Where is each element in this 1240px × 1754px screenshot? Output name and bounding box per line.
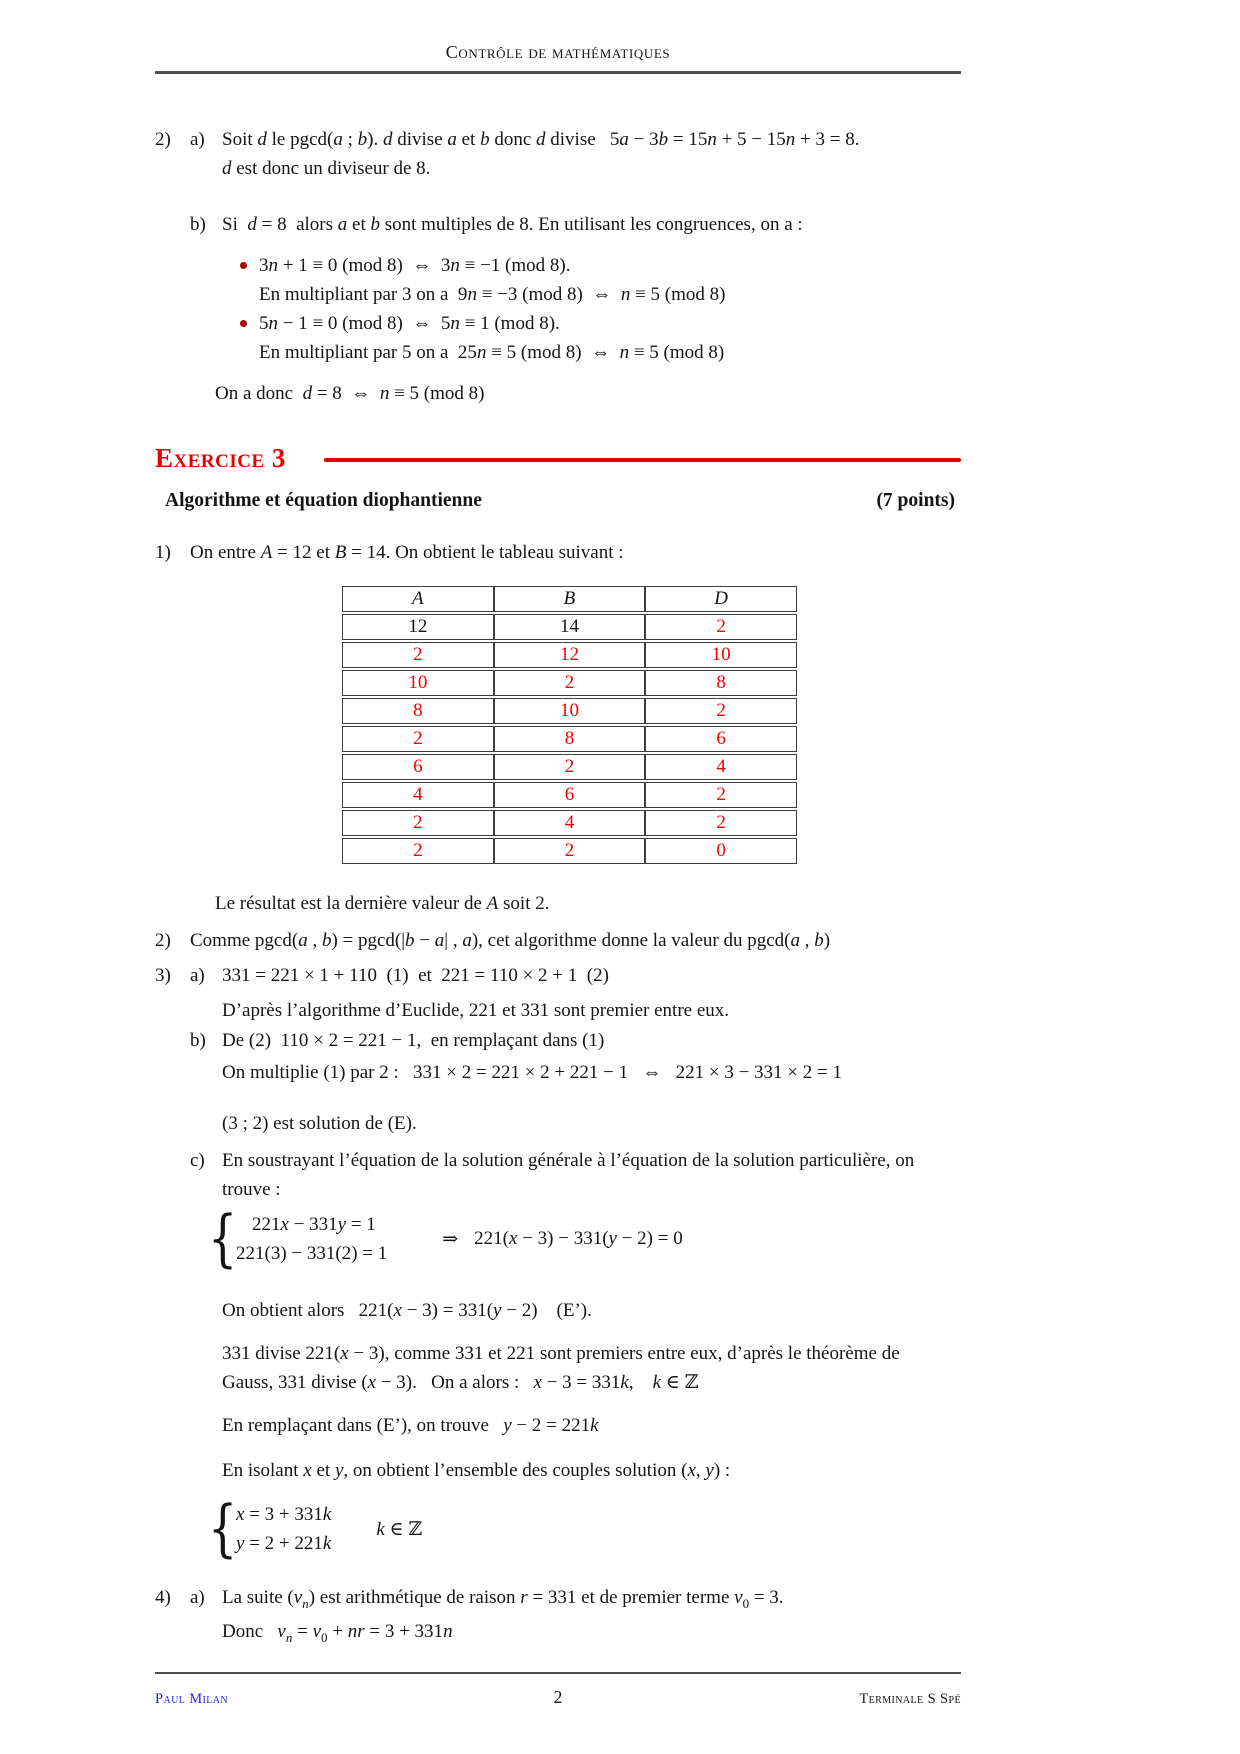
equation-system-2 [210, 1500, 422, 1558]
table-cell: 4 [494, 810, 646, 836]
item-number: 4) [155, 1587, 171, 1608]
table-cell: 2 [342, 726, 494, 752]
line-text: On obtient alors 221(x − 3) = 331(y − 2) (E’). [222, 1300, 592, 1321]
euclid-algorithm-table [342, 584, 797, 866]
header-rule [155, 71, 961, 74]
line-2b [155, 210, 1005, 239]
table-cell: 6 [342, 754, 494, 780]
line-text: De (2) 110 × 2 = 221 − 1, en remplaçant dans (1) [222, 1030, 605, 1051]
item-letter: a) [190, 1587, 205, 1608]
table-cell: 10 [342, 670, 494, 696]
system-brace-block [210, 1210, 387, 1268]
table-cell: 8 [494, 726, 646, 752]
bullet-icon [240, 262, 247, 269]
table-header-row [342, 586, 797, 612]
table-cell: 2 [494, 670, 646, 696]
column-header-b: B [494, 586, 646, 612]
item-number: 1) [155, 542, 171, 563]
exercise-heading-rule [324, 458, 961, 462]
table-result-note [155, 889, 1005, 918]
line-text: En multipliant par 3 on a 9n ≡ −3 (mod 8) ⇔ n ≡ 5 (mod 8) [259, 284, 726, 305]
footer-level: Terminale S Spé [859, 1691, 961, 1707]
line-text: Si d = 8 alors a et b sont multiples de 8. En utilisant les congruences, on a : [222, 214, 803, 235]
table-row [342, 838, 797, 864]
implies-arrow: ⇒ [442, 1228, 459, 1250]
bullet-item-continuation [155, 338, 1005, 367]
line-text: La suite $(v_n)$ est arithmétique de raison r = 331 et de premier terme $v_0 = 3$. [222, 1587, 784, 1611]
line-2a [155, 125, 1005, 154]
table-cell: 4 [645, 754, 797, 780]
table-cell: 0 [645, 838, 797, 864]
item-letter: b) [190, 214, 206, 235]
exercise-heading-text: Exercice 3 [155, 442, 286, 473]
table-cell: 2 [494, 754, 646, 780]
line-text: 331 = 221 × 1 + 110 (1) et 221 = 110 × 2 + 1 (2) [222, 965, 609, 986]
system-equation-top: { x = 3 + 331k [236, 1504, 332, 1525]
line-isolate [155, 1456, 1005, 1485]
item-number: 2) [155, 930, 171, 951]
line-item-3a [155, 961, 1005, 990]
page-footer [155, 1686, 961, 1710]
system-equation-top: { 221x − 331y = 1 [252, 1214, 376, 1235]
table-cell: 2 [645, 782, 797, 808]
table-cell: 10 [494, 698, 646, 724]
table-row [342, 642, 797, 668]
document-title: Contrôle de mathématiques [445, 42, 671, 62]
line-item-1 [155, 538, 1005, 567]
line-text: (3 ; 2) est solution de (E). [222, 1113, 417, 1134]
line-text: 5n − 1 ≡ 0 (mod 8) ⇔ 5n ≡ 1 (mod 8). [259, 313, 560, 334]
line-text: On entre A = 12 et B = 14. On obtient le tableau suivant : [190, 542, 624, 563]
line-item-4a [155, 1583, 1005, 1612]
table-cell: 6 [494, 782, 646, 808]
bullet-item [155, 251, 1005, 280]
line-text: trouve : [222, 1179, 281, 1200]
item-1 [155, 538, 1005, 567]
exercise-subtitle-row [165, 487, 955, 515]
line-2a-continuation [155, 154, 1005, 183]
line-item-3b-continuation [155, 1058, 1005, 1087]
system-equation-bottom: y = 2 + 221k [236, 1533, 332, 1554]
line-item-3c-continuation [155, 1175, 1005, 1204]
line-text: D’après l’algorithme d’Euclide, 221 et 331 sont premier entre eux. [222, 1000, 730, 1021]
table-cell: 10 [645, 642, 797, 668]
item-letter: a) [190, 129, 205, 150]
bullet-item [155, 309, 1005, 338]
item-letter: b) [190, 1030, 206, 1051]
table-cell: 8 [342, 698, 494, 724]
table-cell: 2 [494, 838, 646, 864]
item-letter: c) [190, 1150, 205, 1171]
column-header-d: D [645, 586, 797, 612]
table-row [342, 698, 797, 724]
table-cell: 4 [342, 782, 494, 808]
line-text: Le résultat est la dernière valeur de A soit 2. [215, 893, 550, 914]
table-cell: 6 [645, 726, 797, 752]
line-text: En multipliant par 5 on a 25n ≡ 5 (mod 8) ⇔ n ≡ 5 (mod 8) [259, 342, 725, 363]
item-letter: a) [190, 965, 205, 986]
items-2-3 [155, 889, 1005, 1204]
line-text: En isolant x et y, on obtient l’ensemble des couples solution (x, y) : [222, 1460, 731, 1481]
table-cell: 2 [342, 642, 494, 668]
table-row [342, 726, 797, 752]
table-cell: 2 [342, 810, 494, 836]
system-domain: k ∈ ℤ [376, 1518, 423, 1540]
line-item-3c [155, 1146, 1005, 1175]
line-text: Gauss, 331 divise (x − 3). On a alors : x − 3 = 331k, k ∈ ℤ [222, 1372, 699, 1393]
line-text: Comme pgcd(a , b) = pgcd(|b − a| , a), cet algorithme donne la valeur du pgcd(a , b) [190, 930, 831, 951]
table-cell: 12 [494, 642, 646, 668]
table-row [342, 614, 797, 640]
line-text: 331 divise 221(x − 3), comme 331 et 221 sont premiers entre eux, d’après le théorème de [222, 1343, 900, 1364]
table-row [342, 782, 797, 808]
line-text: Donc $v_n = v_0$ + nr = 3 + 331n [222, 1621, 453, 1645]
footer-rule [155, 1672, 961, 1674]
line-item-4a-continuation [155, 1617, 1005, 1646]
table-row [342, 754, 797, 780]
table-cell: 2 [342, 838, 494, 864]
footer-author: Paul Milan [155, 1691, 229, 1707]
system-equation-bottom: 221(3) − 331(2) = 1 [236, 1243, 388, 1264]
system-implication: ⇒ 221(x − 3) − 331(y − 2) = 0 [442, 1228, 683, 1250]
footer-page-number: 2 [553, 1687, 563, 1707]
line-gauss-2 [155, 1368, 1005, 1397]
bullet-icon [240, 320, 247, 327]
line-solution-particular [155, 1109, 1005, 1138]
table-cell: 12 [342, 614, 494, 640]
gauss-block [155, 1296, 1005, 1485]
column-header-a: A [342, 586, 494, 612]
item-number: 2) [155, 129, 171, 150]
exercise-subtitle: Algorithme et équation diophantienne [165, 490, 482, 511]
line-text: On multiplie (1) par 2 : 331 × 2 = 221 × 2 + 221 − 1 ⇔ 221 × 3 − 331 × 2 = 1 [222, 1062, 842, 1083]
line-text: d est donc un diviseur de 8. [222, 158, 431, 179]
exercise-points: (7 points) [876, 490, 955, 511]
line-text: En soustrayant l’équation de la solution générale à l’équation de la solution particulière, on [222, 1150, 915, 1171]
table-cell: 8 [645, 670, 797, 696]
line-text: Soit d le pgcd(a ; b). d divise a et b donc d divise 5a − 3b = 15n + 5 − 15n + 3 = 8. [222, 129, 860, 150]
table-cell: 2 [645, 810, 797, 836]
table-row [342, 670, 797, 696]
item-4 [155, 1583, 1005, 1646]
table-cell: 14 [494, 614, 646, 640]
line-item-2 [155, 926, 1005, 955]
section-2 [155, 125, 1005, 408]
system-brace-block [210, 1500, 331, 1558]
line-replace [155, 1411, 1005, 1440]
line-obtain [155, 1296, 1005, 1325]
table-row [342, 810, 797, 836]
line-item-3b [155, 1026, 1005, 1055]
line-text: On a donc d = 8 ⇔ n ≡ 5 (mod 8) [215, 383, 485, 404]
equation-system-1 [210, 1210, 683, 1268]
table-cell: 2 [645, 614, 797, 640]
line-text: En remplaçant dans (E’), on trouve y − 2 = 221k [222, 1415, 599, 1436]
line-gauss-1 [155, 1339, 1005, 1368]
item-number: 3) [155, 965, 171, 986]
line-item-3a-continuation [155, 996, 1005, 1025]
line-text: 3n + 1 ≡ 0 (mod 8) ⇔ 3n ≡ −1 (mod 8). [259, 255, 571, 276]
exercise-3-heading [155, 441, 961, 475]
section-2-conclusion [155, 379, 1005, 408]
table-cell: 2 [645, 698, 797, 724]
bullet-item-continuation [155, 280, 1005, 309]
